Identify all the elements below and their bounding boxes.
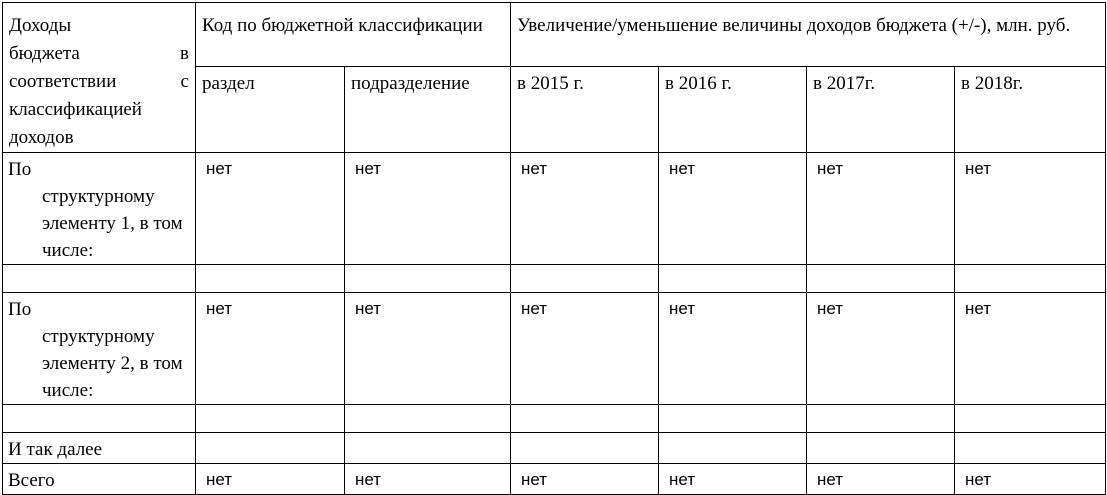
value-cell: нет [196,153,345,265]
header-change: Увеличение/уменьшение величины доходов бюджета (+/-), млн. руб. [511,3,1106,67]
header-podrazdel: подразделение [345,66,511,152]
value-cell: нет [196,464,345,495]
row-label: Всего [3,464,196,495]
value-cell: нет [955,293,1106,405]
empty-cell [659,405,807,433]
row-label: И так далее [3,433,196,464]
row-label-line: числе: [42,240,94,261]
empty-cell [3,405,196,433]
value-cell: нет [345,464,511,495]
etc-row [3,433,1106,464]
header-income-line: Доходы [9,15,72,36]
value-cell: нет [659,464,807,495]
empty-row [3,265,1106,293]
row-label [3,153,196,265]
empty-cell [659,265,807,293]
header-row-1 [3,3,1106,67]
empty-cell [345,265,511,293]
empty-cell [511,265,659,293]
value-cell: нет [807,464,955,495]
row-label [3,293,196,405]
row-label-line: элементу 1, в том [42,213,183,234]
row-label-line: элементу 2, в том [42,353,183,374]
empty-cell [511,433,659,464]
empty-cell [807,405,955,433]
header-budget-code: Код по бюджетной классификации [196,3,511,67]
row-label-line: структурному [42,326,155,347]
empty-cell [659,433,807,464]
value-cell: нет [659,293,807,405]
empty-cell [955,265,1106,293]
empty-cell [955,433,1106,464]
table-row [3,153,1106,265]
value-cell: нет [345,293,511,405]
value-cell: нет [511,464,659,495]
empty-cell [3,265,196,293]
value-cell: нет [511,153,659,265]
empty-cell [511,405,659,433]
empty-cell [196,265,345,293]
value-cell: нет [659,153,807,265]
row-label-line: структурному [42,186,155,207]
header-income-line: соответствии с [9,71,189,92]
value-cell: нет [955,153,1106,265]
header-income-cell [3,3,196,153]
table-row [3,293,1106,405]
value-cell: нет [807,153,955,265]
value-cell: нет [807,293,955,405]
empty-cell [196,433,345,464]
row-label-line: По [8,299,32,320]
empty-cell [345,433,511,464]
empty-cell [345,405,511,433]
value-cell: нет [196,293,345,405]
budget-income-table [2,2,1106,495]
header-year-2018: в 2018г. [955,66,1106,152]
row-label-line: По [8,159,32,180]
header-year-2017: в 2017г. [807,66,955,152]
header-year-2016: в 2016 г. [659,66,807,152]
header-income-line: доходов [9,127,74,148]
value-cell: нет [955,464,1106,495]
empty-row [3,405,1106,433]
empty-cell [807,433,955,464]
header-razdel: раздел [196,66,345,152]
total-row [3,464,1106,495]
budget-income-table-container [2,2,1106,495]
value-cell: нет [345,153,511,265]
empty-cell [955,405,1106,433]
row-label-line: числе: [42,380,94,401]
header-income-line: бюджета в [9,43,189,64]
value-cell: нет [511,293,659,405]
header-income-line: классификацией [9,99,142,120]
empty-cell [196,405,345,433]
empty-cell [807,265,955,293]
header-year-2015: в 2015 г. [511,66,659,152]
